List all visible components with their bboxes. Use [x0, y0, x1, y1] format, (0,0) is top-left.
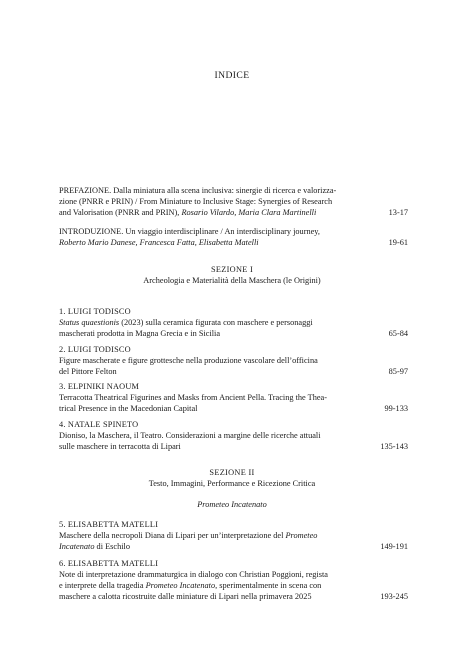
entry-author: 2. LUIGI TODISCO: [59, 345, 131, 354]
entry-pages: 193-245: [380, 592, 408, 601]
entry-pages: 13-17: [388, 208, 408, 217]
entry-pages: 135-143: [380, 442, 408, 451]
toc-entry-1[interactable]: [59, 306, 408, 339]
toc-entry-introduction[interactable]: [59, 226, 408, 248]
entry-line: di Eschilo: [94, 542, 130, 551]
page-title: INDICE: [214, 70, 250, 81]
entry-authors: Rosario Vilardo, Maria Clara Martinelli: [181, 208, 317, 217]
entry-line: zione (PNRR e PRIN) / From Miniature to Inclusive Stage: Synergies of Research: [59, 197, 333, 206]
entry-line: sulle maschere in terracotta di Lipari: [59, 442, 181, 451]
section-subtitle: Archeologia e Materialità della Maschera (le Origini): [143, 276, 321, 285]
entry-line: INTRODUZIONE. Un viaggio interdisciplinare / An interdisciplinary journey,: [59, 227, 320, 236]
entry-pages: 65-84: [388, 329, 408, 338]
entry-line: (2023) sulla ceramica figurata con maschere e personaggi: [119, 318, 313, 327]
toc-entry-4[interactable]: [59, 419, 408, 452]
entry-line: and Valorisation (PNRR and PRIN),: [59, 208, 182, 217]
section-label: SEZIONE I: [210, 265, 254, 274]
entry-pages: 19-61: [388, 238, 408, 247]
entry-line: Note di interpretazione drammaturgica in dialogo con Christian Poggioni, regista: [59, 570, 328, 579]
toc-entry-5[interactable]: [59, 519, 408, 552]
entry-line: PREFAZIONE. Dalla miniatura alla scena inclusiva: sinergie di ricerca e valorizza-: [59, 186, 337, 195]
entry-line: mascherati prodotta in Magna Grecia e in Sicilia: [59, 329, 221, 338]
entry-line: maschere a calotta ricostruite dalle miniature di Lipari nella primavera 2025: [59, 592, 312, 601]
entry-pages: 85-97: [388, 367, 408, 376]
entry-author: 1. LUIGI TODISCO: [59, 307, 131, 316]
entry-line: Maschere della necropoli Diana di Lipari per un’interpretazione del: [59, 531, 286, 540]
entry-line: del Pittore Felton: [59, 367, 117, 376]
entry-author: 3. ELPINIKI NAOUM: [59, 382, 140, 391]
section-heading: [0, 467, 464, 489]
entry-pages: 149-191: [380, 542, 408, 551]
section-heading: [0, 264, 464, 286]
entry-authors: Roberto Mario Danese, Francesca Fatta, Elisabetta Matelli: [59, 238, 259, 247]
entry-title-italic: Status quaestionis: [59, 318, 120, 327]
entry-line: , sperimentalmente in scena con: [215, 581, 322, 590]
section-subheading: Prometeo Incatenato: [197, 500, 267, 509]
toc-entry-6[interactable]: [59, 558, 408, 602]
toc-entry-3[interactable]: [59, 381, 408, 414]
entry-title-italic: Incatenato: [59, 542, 95, 551]
entry-line: Terracotta Theatrical Figurines and Masks from Ancient Pella. Tracing the Thea-: [59, 393, 327, 402]
entry-author: 4. NATALE SPINETO: [59, 420, 139, 429]
entry-line: Dioniso, la Maschera, il Teatro. Considerazioni a margine delle ricerche attuali: [59, 431, 321, 440]
entry-line: trical Presence in the Macedonian Capital: [59, 404, 198, 413]
toc-entry-preface[interactable]: [59, 185, 408, 218]
entry-author: 6. ELISABETTA MATELLI: [59, 559, 159, 568]
entry-author: 5. ELISABETTA MATELLI: [59, 520, 159, 529]
entry-title-italic: Prometeo Incatenato: [145, 581, 216, 590]
entry-pages: 99-133: [384, 404, 408, 413]
section-subtitle: Testo, Immagini, Performance e Ricezione Critica: [148, 479, 316, 488]
entry-line: Figure mascherate e figure grottesche nella produzione vascolare dell’officina: [59, 356, 318, 365]
entry-line: e interprete della tragedia: [59, 581, 146, 590]
toc-entry-2[interactable]: [59, 344, 408, 377]
section-label: SEZIONE II: [209, 468, 255, 477]
entry-title-italic: Prometeo: [285, 531, 318, 540]
